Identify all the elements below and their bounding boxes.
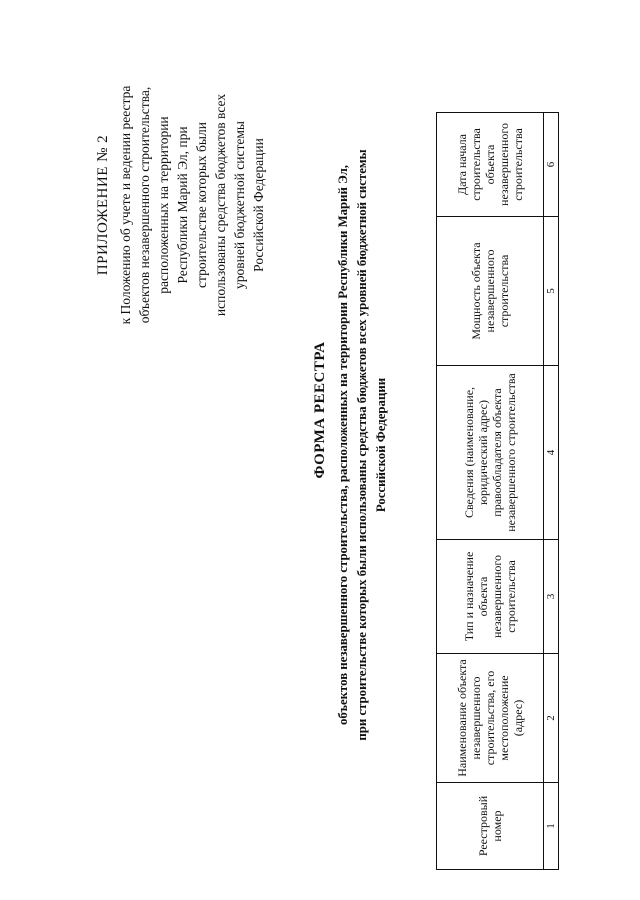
column-number: 1 [544,783,559,870]
header-start-date: Дата начала строительства объекта незавершенного строительства [437,113,544,217]
subtitle-line: Российской Федерации [374,377,388,513]
table-header-row [437,113,544,870]
header-object-name: Наименование объекта незавершенного строительства, его местоположение (адрес) [437,654,544,783]
appendix-line: строительстве которых были [194,122,209,288]
appendix-line: использованы средства бюджетов всех [213,93,228,317]
appendix-line: Республики Марий Эл, при [175,126,190,284]
registry-table [436,112,559,870]
appendix-line: расположенных на территории [156,116,171,294]
header-object-type: Тип и назначение объекта незавершенного строительства [437,540,544,654]
header-owner-info: Сведения (наименование, юридический адрес) правообладателя объекта незавершенного строительства [437,366,544,540]
appendix-line: уровней бюджетной системы [232,121,247,289]
subtitle-line: объектов незавершенного строительства, расположенных на территории Республики Марий Эл, [336,165,350,725]
form-title: ФОРМА РЕЕСТРА [312,341,328,479]
appendix-title: ПРИЛОЖЕНИЕ № 2 [95,134,111,276]
column-number: 2 [544,654,559,783]
appendix-block [92,40,268,370]
appendix-line: объектов незавершенного строительства, [137,86,152,324]
column-number: 3 [544,540,559,654]
appendix-line: Российской Федерации [251,138,266,272]
header-capacity: Мощность объекта незавершенного строительства [437,217,544,366]
column-number: 4 [544,366,559,540]
table-number-row [544,113,559,870]
column-number: 6 [544,113,559,217]
form-subtitle [334,85,391,805]
subtitle-line: при строительстве которых были использованы средства бюджетов всех уровней бюджетной системы [355,149,369,741]
header-registry-number: Реестровый номер [437,783,544,870]
column-number: 5 [544,217,559,366]
appendix-line: к Положению об учете и ведении реестра [118,85,133,325]
